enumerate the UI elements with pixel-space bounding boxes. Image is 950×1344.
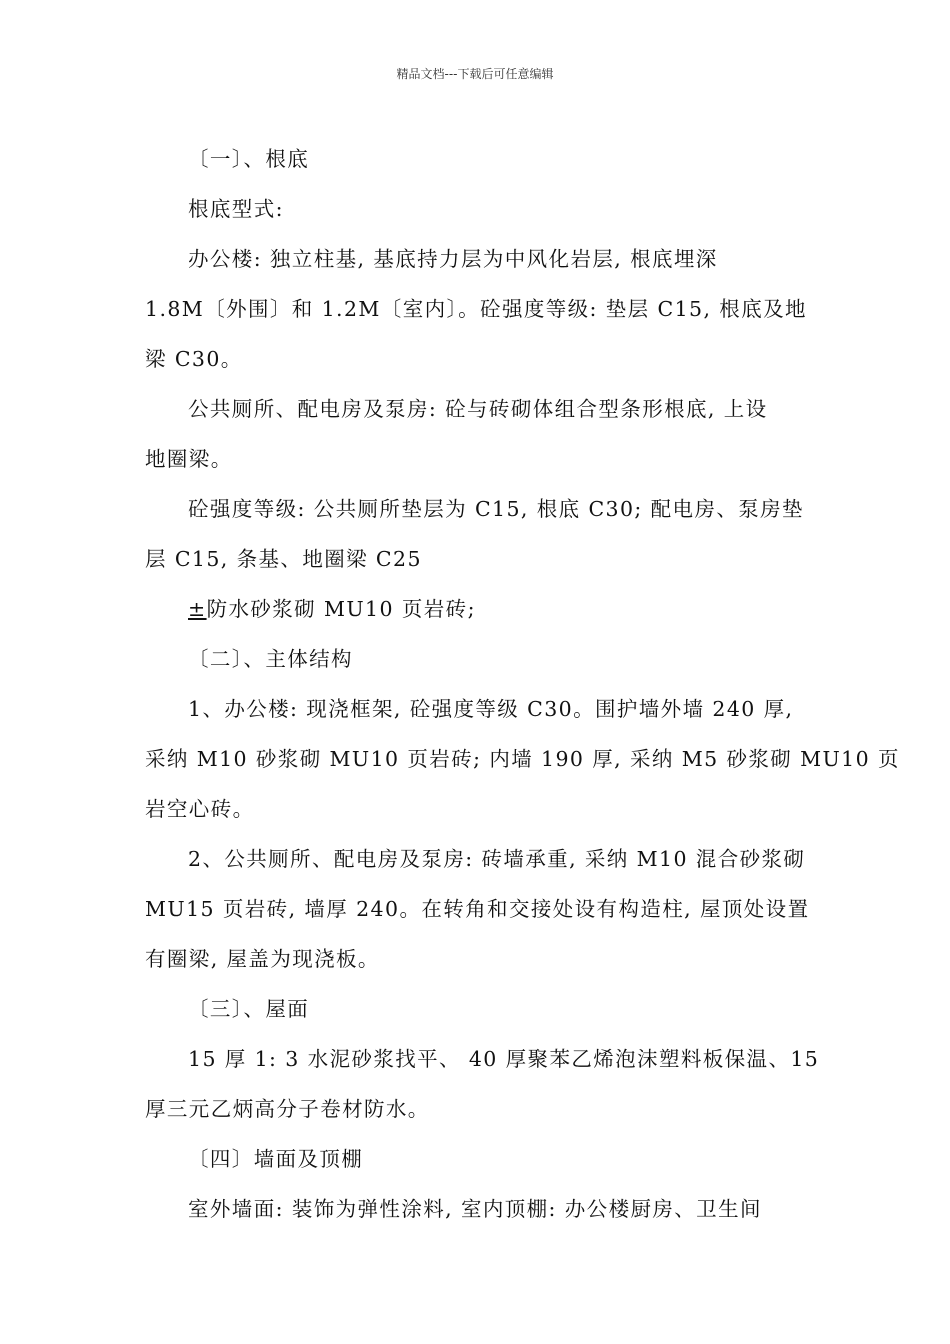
paragraph-line: 厚三元乙炳高分子卷材防水。 bbox=[145, 1097, 430, 1121]
plus-minus-mark: ± bbox=[188, 597, 207, 621]
paragraph-line: 有圈梁, 屋盖为现浇板。 bbox=[145, 947, 380, 971]
paragraph-text: 防水砂浆砌 MU10 页岩砖; bbox=[206, 597, 476, 621]
paragraph-line: 1.8M〔外围〕和 1.2M〔室内〕。砼强度等级: 垫层 C15, 根底及地 bbox=[145, 297, 807, 321]
paragraph-line: MU15 页岩砖, 墙厚 240。在转角和交接处设有构造柱, 屋顶处设置 bbox=[145, 897, 810, 921]
paragraph-line: 办公楼: 独立柱基, 基底持力层为中风化岩层, 根底埋深 bbox=[188, 247, 718, 271]
paragraph-line: 地圈梁。 bbox=[145, 447, 233, 471]
paragraph-line: 层 C15, 条基、地圈梁 C25 bbox=[145, 547, 422, 571]
page-header: 精品文档---下载后可任意编辑 bbox=[396, 67, 554, 81]
paragraph-line: 2、公共厕所、配电房及泵房: 砖墙承重, 采纳 M10 混合砂浆砌 bbox=[188, 847, 806, 871]
paragraph-line: 梁 C30。 bbox=[145, 347, 243, 371]
paragraph-line: 1、办公楼: 现浇框架, 砼强度等级 C30。围护墙外墙 240 厚, bbox=[188, 697, 794, 721]
paragraph-line: 采纳 M10 砂浆砌 MU10 页岩砖; 内墙 190 厚, 采纳 M5 砂浆砌 MU10 页 bbox=[145, 747, 900, 771]
paragraph-line: 公共厕所、配电房及泵房: 砼与砖砌体组合型条形根底, 上设 bbox=[188, 397, 768, 421]
section-heading-walls-ceiling: 〔四〕墙面及顶棚 bbox=[188, 1147, 364, 1171]
paragraph-line: 15 厚 1: 3 水泥砂浆找平、 40 厚聚苯乙烯泡沫塑料板保温、15 bbox=[188, 1047, 820, 1071]
section-heading-structure: 〔二〕、主体结构 bbox=[188, 647, 353, 671]
paragraph-line bbox=[145, 584, 807, 634]
paragraph-line: 根底型式: bbox=[188, 197, 284, 221]
paragraph-line: 砼强度等级: 公共厕所垫层为 C15, 根底 C30; 配电房、泵房垫 bbox=[188, 497, 804, 521]
section-heading-foundation: 〔一〕、根底 bbox=[188, 147, 310, 171]
document-body bbox=[145, 134, 900, 1234]
paragraph-line: 室外墙面: 装饰为弹性涂料, 室内顶棚: 办公楼厨房、卫生间 bbox=[188, 1197, 762, 1221]
section-heading-roof: 〔三〕、屋面 bbox=[188, 997, 310, 1021]
paragraph-line: 岩空心砖。 bbox=[145, 797, 255, 821]
